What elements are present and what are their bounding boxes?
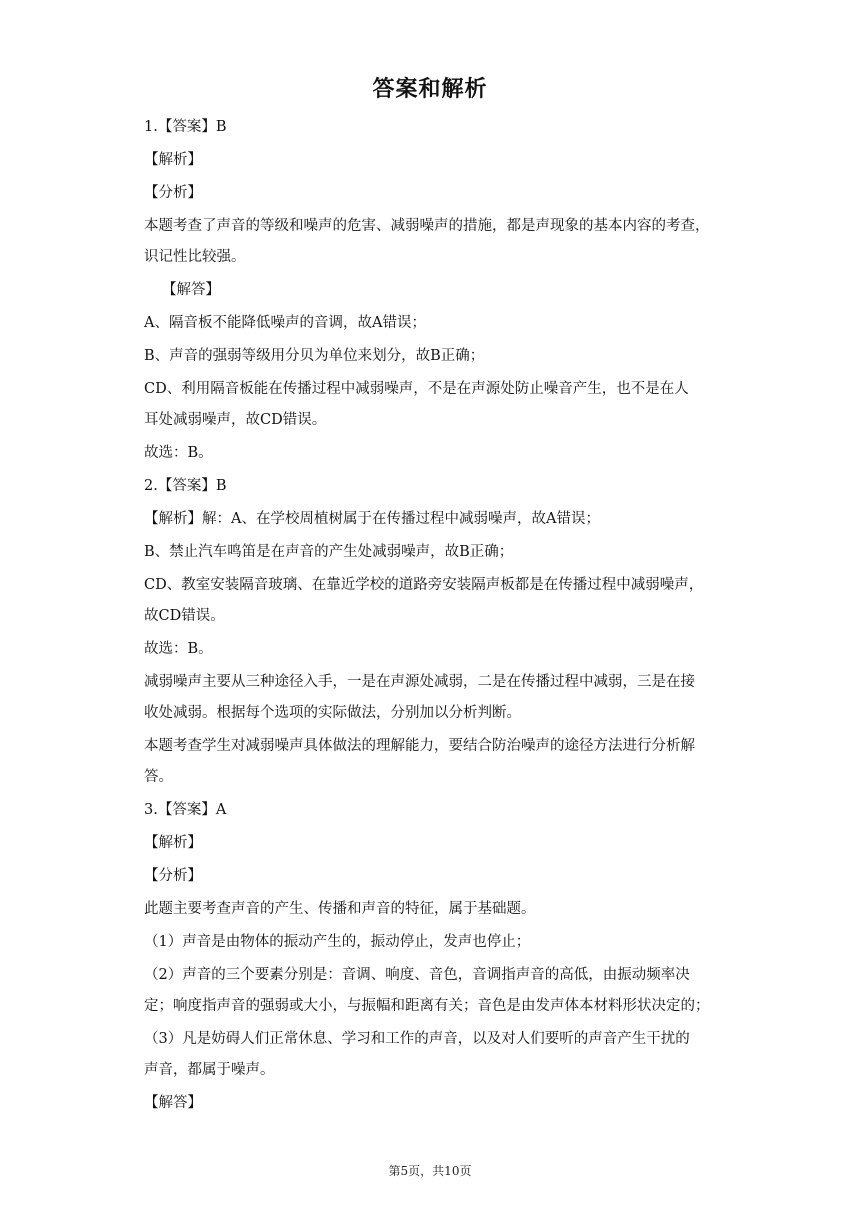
page-footer: 第5页，共10页: [388, 1164, 472, 1178]
text-line: 减弱噪声主要从三种途径入手，一是在声源处减弱，二是在传播过程中减弱，三是在接: [144, 674, 695, 690]
text-line: 【解析】: [144, 835, 202, 851]
text-line: 故CD错误。: [144, 608, 225, 624]
text-line: （2）声音的三个要素分别是：音调、响度、音色，音调指声音的高低，由振动频率决: [144, 967, 690, 983]
answer-content: [144, 116, 716, 1125]
text-line: CD、教室安装隔音玻璃、在靠近学校的道路旁安装隔声板都是在传播过程中减弱噪声，: [144, 577, 704, 593]
text-line: 耳处减弱噪声，故CD错误。: [144, 412, 327, 428]
text-line: 答。: [144, 769, 173, 785]
text-line: 定；响度指声音的强弱或大小，与振幅和距离有关；音色是由发声体本材料形状决定的；: [144, 998, 710, 1014]
text-line: 【解答】: [144, 1095, 202, 1111]
text-line: 故选：B。: [144, 641, 213, 657]
text-line: 收处减弱。根据每个选项的实际做法，分别加以分析判断。: [144, 705, 521, 721]
text-line: （3）凡是妨碍人们正常休息、学习和工作的声音，以及对人们要听的声音产生干扰的: [144, 1031, 690, 1047]
text-line: 2.【答案】B: [144, 478, 227, 494]
text-line: 【解析】: [144, 152, 202, 168]
text-line: 【分析】: [144, 868, 202, 884]
text-line: 本题考查了声音的等级和噪声的危害、减弱噪声的措施，都是声现象的基本内容的考查，: [144, 218, 710, 234]
text-line: CD、利用隔音板能在传播过程中减弱噪声，不是在声源处防止噪音产生，也不是在人: [144, 381, 689, 397]
text-line: 此题主要考查声音的产生、传播和声音的特征，属于基础题。: [144, 901, 536, 917]
text-line: B、声音的强弱等级用分贝为单位来划分，故B正确；: [144, 348, 485, 364]
text-line: 3.【答案】A: [144, 802, 227, 818]
text-line: （1）声音是由物体的振动产生的，振动停止，发声也停止；: [144, 934, 531, 950]
page-title: 答案和解析: [372, 76, 488, 102]
text-line: 【分析】: [144, 185, 202, 201]
text-line: B、禁止汽车鸣笛是在声音的产生处减弱噪声，故B正确；: [144, 544, 514, 560]
text-line: 【解答】: [162, 282, 220, 298]
text-line: 本题考查学生对减弱噪声具体做法的理解能力，要结合防治噪声的途径方法进行分析解: [144, 738, 695, 754]
text-line: 声音，都属于噪声。: [144, 1062, 275, 1078]
text-line: 故选：B。: [144, 445, 213, 461]
text-line: 1.【答案】B: [144, 119, 227, 135]
text-line: A、隔音板不能降低噪声的音调，故A错误；: [144, 315, 426, 331]
text-line: 识记性比较强。: [144, 249, 246, 265]
text-line: 【解析】解：A、在学校周植树属于在传播过程中减弱噪声，故A错误；: [144, 511, 600, 527]
